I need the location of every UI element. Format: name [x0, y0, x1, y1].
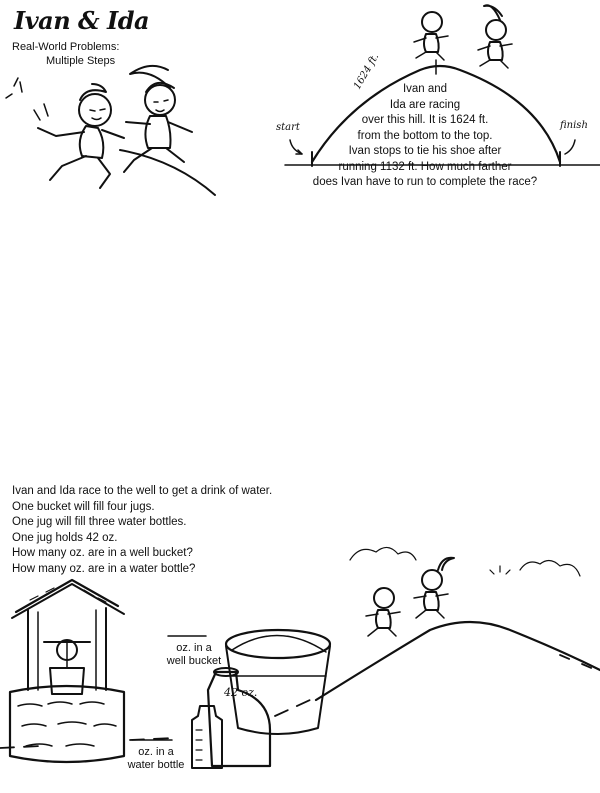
- page-title: Ivan & Ida: [14, 6, 150, 35]
- problem-2-line: How many oz. are in a water bottle?: [12, 562, 196, 575]
- jug-label: 42 oz.: [224, 686, 258, 699]
- finish-label: finish: [560, 120, 588, 131]
- start-label: start: [276, 122, 300, 133]
- bottom-hill-race: [316, 547, 600, 700]
- problem-2-line: Ivan and Ida race to the well to get a drink of water.: [12, 485, 273, 497]
- subtitle-line-2: Multiple Steps: [46, 55, 116, 67]
- subtitle-line-1: Real-World Problems:: [12, 41, 120, 53]
- problem-2-line: One jug will fill three water bottles.: [12, 516, 187, 528]
- bucket-answer-label: [156, 642, 232, 668]
- bottle-label-line-1: oz. in a: [138, 746, 174, 758]
- bucket-label-line-2: well bucket: [166, 655, 222, 667]
- hill-height-label: 1624 ft.: [352, 51, 382, 92]
- well-illustration: [10, 580, 124, 762]
- problem-2-text: [12, 484, 272, 577]
- problem-1-line: Ida are racing: [389, 98, 461, 111]
- problem-1-line: over this hill. It is 1624 ft.: [361, 114, 489, 126]
- bottle-answer-label: [118, 746, 194, 772]
- running-kids-left-illustration: [6, 66, 215, 195]
- bottle-label-line-2: water bottle: [127, 759, 185, 771]
- page-subtitle: [12, 40, 119, 68]
- problem-1-line: from the bottom to the top.: [357, 129, 493, 142]
- bucket-illustration: [226, 630, 330, 734]
- problem-1-text: [300, 82, 550, 191]
- problem-1-line: running 1132 ft. How much farther: [338, 160, 512, 173]
- problem-2-line: How many oz. are in a well bucket?: [12, 547, 193, 559]
- problem-2-line: One jug holds 42 oz.: [12, 531, 118, 544]
- problem-2-line: One bucket will fill four jugs.: [12, 500, 155, 513]
- problem-1-line: Ivan stops to tie his shoe after: [348, 145, 502, 157]
- water-bottle-illustration: [192, 706, 222, 768]
- problem-1-line: Ivan and: [402, 83, 448, 95]
- problem-1-line: does Ivan have to run to complete the race?: [312, 176, 538, 188]
- bucket-label-line-1: oz. in a: [176, 642, 212, 654]
